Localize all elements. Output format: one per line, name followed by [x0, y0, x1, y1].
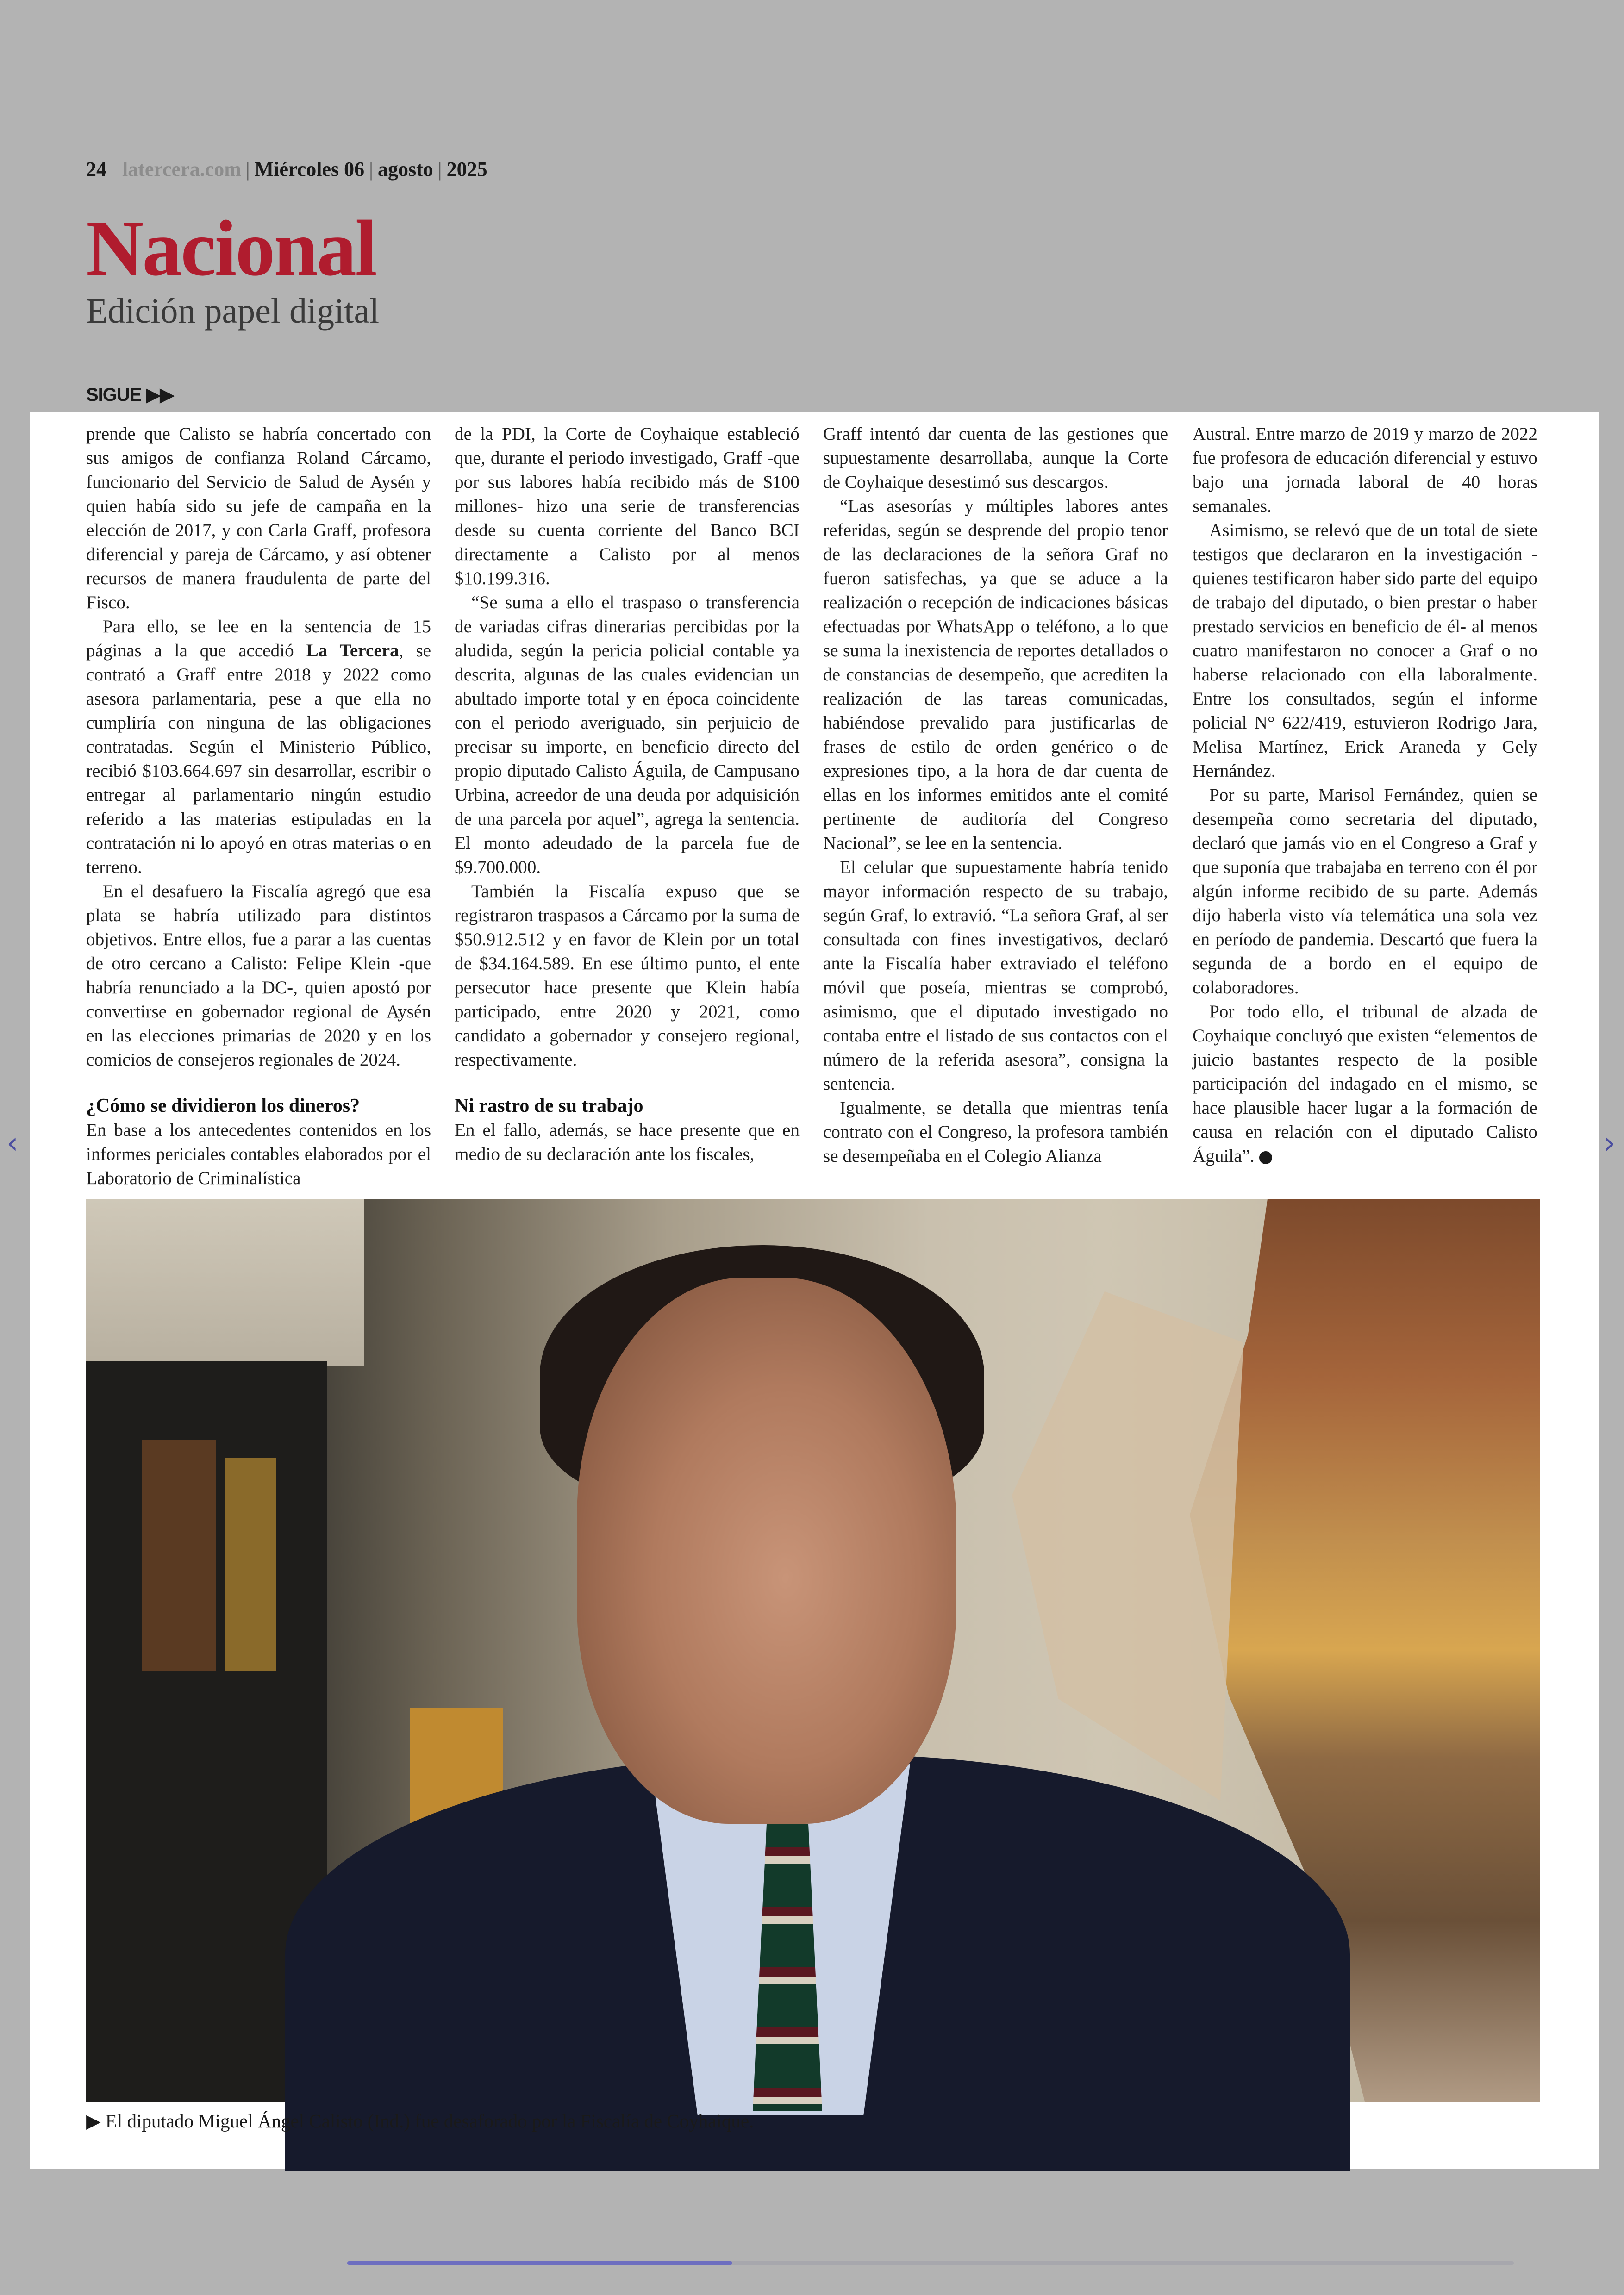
paragraph: prende que Calisto se habría concertado con sus amigos de confianza Roland Cárcamo, funcionario del Servicio de Salud de Aysén y quien había sido su jefe de campaña en la elección de 2017, y con Carla Graff, profesora diferencial y pareja de Cárcamo, y así obtener recursos de manera fraudulenta de parte del Fisco. — [86, 424, 431, 612]
newspaper-name: La Tercera — [306, 641, 399, 661]
paragraph: También la Fiscalía expuso que se registraron traspasos a Cárcamo por la suma de $50.912.512 y en favor de Klein por un total de $34.164.589. En ese último punto, el ente persecutor hace presente que Klein había participado, entre 2020 y 2021, como candidato a gobernador y consejero regional, respectivamente. — [455, 881, 800, 1070]
paragraph: Asimismo, se relevó que de un total de siete testigos que declararon en la investigación -quienes testificaron haber sido parte del equipo de trabajo del diputado, o bien prestar o haber prestado servicios en beneficio de él- al menos cuatro manifestaron no conocer a Graf o no haberse relacionado con ella laboralmente. Entre los consultados, según el informe policial N° 622/419, estuvieron Rodrigo Jara, Melisa Martínez, Erick Araneda y Gely Hernández. — [1193, 520, 1537, 781]
article-column-3 — [823, 422, 1168, 1166]
photo-person-face — [577, 1278, 956, 1824]
date-year: 2025 — [446, 158, 487, 181]
paragraph: Por su parte, Marisol Fernández, quien se desempeña como secretaria del diputado, declaró que jamás vio en el Congreso a Graf y que suponía que trabajaba en terreno con él por algún informe recibido de su parte. Además dijo haberla visto vía telemática una sola vez en período de pandemia. Descartó que fuera la segunda de a bordo en el equipo de colaboradores. — [1193, 785, 1537, 998]
photo-book — [225, 1458, 276, 1671]
photo-book — [142, 1440, 216, 1671]
paragraph: Por todo ello, el tribunal de alzada de Coyhaique concluyó que existen “elementos de juicio bastantes respecto de la posible participación del indagado en el mismo, se hace plausible hacer lugar a la formación de causa en relación con el diputado Calisto Águila”. — [1193, 1002, 1537, 1166]
paragraph: Para ello, se lee en la sentencia de 15 páginas a la que accedió La Tercera, se contrató a Graff entre 2018 y 2022 como asesora parlamentaria, pese a que ella no cumpliría con ninguna de las obligaciones contratadas. Según el Ministerio Público, recibió $103.664.697 sin desarrollar, escribir o entregar al parlamentario ningún estudio referido a las materias estipuladas en la contratación ni lo apoyó en otras materias o en terreno. — [86, 617, 431, 877]
paragraph: El celular que supuestamente habría tenido mayor información respecto de su trabajo, según Graf, lo extravió. “La señora Graf, al ser consultada con fines investigativos, declaró ante la Fiscalía haber extraviado el teléfono móvil que poseía, mientras se comprobó, asimismo, que el diputado investigado no contaba entre el listado de sus contactos con el número de la referida asesora”, consigna la sentencia. — [823, 857, 1168, 1094]
newspaper-page — [30, 412, 1599, 2169]
page-number: 24 — [86, 158, 106, 181]
section-subtitle: Edición papel digital — [86, 292, 380, 331]
paragraph: En base a los antecedentes contenidos en los informes periciales contables elaborados por el Laboratorio de Criminalística — [86, 1120, 431, 1188]
end-of-article-icon — [1259, 1151, 1272, 1164]
photo-caption: ▶ El diputado Miguel Ángel Calisto (Ind.) fue desaforado por la Fiscalía de Coyhaique. — [86, 2110, 754, 2132]
next-page-icon[interactable]: › — [1604, 1126, 1616, 1160]
paragraph: Graff intentó dar cuenta de las gestiones que supuestamente desarrollaba, aunque la Corte de Coyhaique desestimó sus descargos. — [823, 424, 1168, 492]
masthead — [86, 157, 1540, 331]
site-name[interactable]: latercera.com — [122, 158, 241, 181]
date-month: agosto — [377, 158, 433, 181]
subheading: ¿Cómo se dividieron los dineros? — [86, 1095, 360, 1116]
article-column-1 — [86, 422, 431, 1188]
paragraph: Igualmente, se detalla que mientras tenía contrato con el Congreso, la profesora también se desempeñaba en el Colegio Alianza — [823, 1098, 1168, 1166]
paragraph: En el fallo, además, se hace presente que en medio de su declaración ante los fiscales, — [455, 1120, 800, 1164]
previous-page-icon[interactable]: ‹ — [6, 1126, 19, 1160]
date-line: 24 latercera.com | Miércoles 06 | agosto | 2025 — [86, 158, 487, 181]
paragraph: Austral. Entre marzo de 2019 y marzo de 2022 fue profesora de educación diferencial y estuvo bajo una jornada laboral de 40 horas semanales. — [1193, 424, 1537, 516]
section-title: Nacional — [86, 205, 376, 293]
page-progress-bar[interactable] — [347, 2261, 1514, 2265]
paragraph: de la PDI, la Corte de Coyhaique estableció que, durante el periodo investigado, Graff -que por sus labores había recibido más de $100 millones- hizo una serie de transferencias desde su cuenta corriente del Banco BCI directamente a Calisto por al menos $10.199.316. — [455, 424, 800, 588]
article-photo — [86, 1199, 1540, 2102]
article-column-4 — [1193, 422, 1537, 1166]
article-body — [86, 422, 1540, 1188]
article-column-2 — [455, 422, 800, 1164]
paragraph: En el desafuero la Fiscalía agregó que esa plata se habría utilizado para distintos objetivos. Entre ellos, fue a parar a las cuentas de otro cercano a Calisto: Felipe Klein -que habría renunciado a la DC-, quien apostó por convertirse en gobernador regional de Aysén en las elecciones primarias de 2020 y en los comicios de consejeros regionales de 2024. — [86, 881, 431, 1070]
date-weekday-day: Miércoles 06 — [254, 158, 365, 181]
continue-label: SIGUE ▶▶ — [86, 385, 174, 405]
paragraph: “Las asesorías y múltiples labores antes referidas, según se desprende del propio tenor de las declaraciones de la señora Graf no fueron satisfechas, ya que se aduce a la realización o recepción de indicaciones básicas efectuadas por WhatsApp o teléfono, a lo que se suma la inexistencia de reportes detallados o de constancias de desempeño, que acrediten la realización de las tareas comunicadas, habiéndose prevalido para justificarlas de frases de estilo de orden genérico o de expresiones tipo, a la hora de dar cuenta de ellas en los informes emitidos ante el comité pertinente de auditoría del Congreso Nacional”, se lee en la sentencia. — [823, 496, 1168, 853]
subheading: Ni rastro de su trabajo — [455, 1095, 643, 1116]
paragraph: “Se suma a ello el traspaso o transferencia de variadas cifras dinerarias percibidas por la aludida, según la pericia policial contable ya descrita, algunas de las cuales evidencian un abultado importe total y en época coincidente con el periodo averiguado, sin perjuicio de precisar su importe, en beneficio directo del propio diputado Calisto Águila, de Campusano Urbina, acreedor de una deuda por adquisición de una parcela por aquel”, agrega la sentencia. El monto adeudado de la parcela fue de $9.700.000. — [455, 592, 800, 877]
page-progress-fill — [347, 2261, 732, 2265]
photo-background-wall — [86, 1199, 364, 1366]
photo-wall-map-region — [1012, 1291, 1243, 1801]
